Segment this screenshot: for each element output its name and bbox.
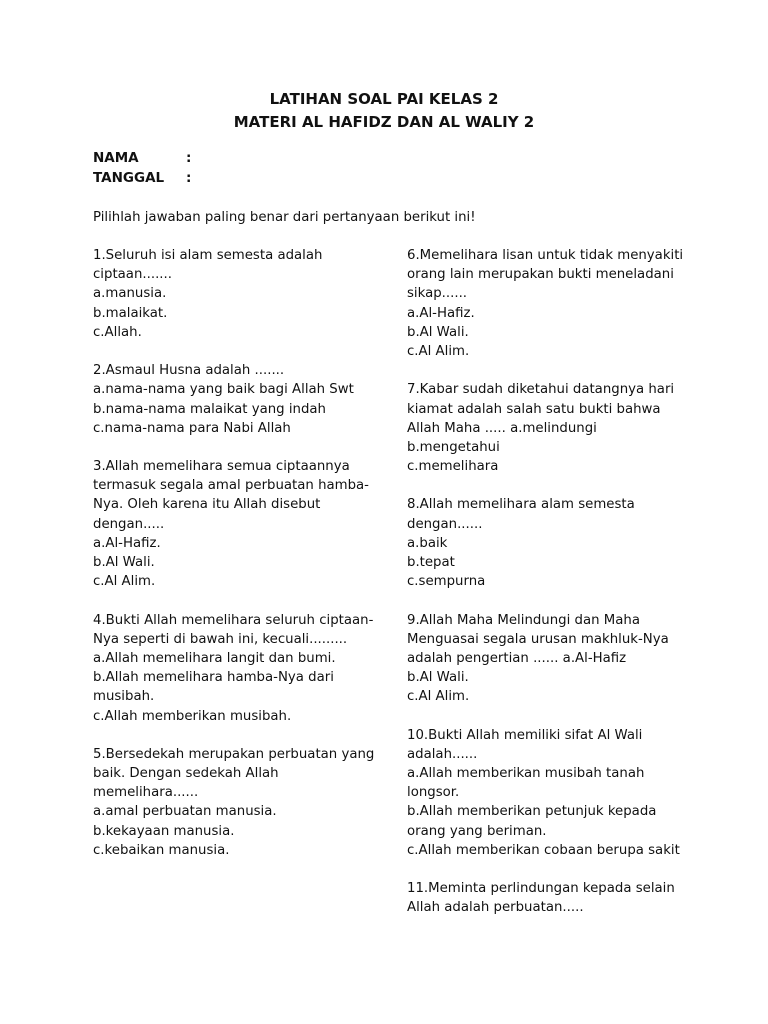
question-line: c.memelihara bbox=[407, 459, 499, 475]
name-field bbox=[93, 149, 191, 168]
question-line: b.Al Wali. bbox=[407, 324, 469, 340]
question-block bbox=[93, 361, 368, 438]
question-line: c.sempurna bbox=[407, 574, 486, 590]
name-colon: : bbox=[186, 150, 192, 166]
question-line: a.manusia. bbox=[93, 286, 167, 302]
date-field bbox=[93, 169, 191, 188]
question-block bbox=[93, 457, 368, 591]
question-line: a.Al-Hafiz. bbox=[407, 305, 475, 321]
question-line: b.Allah memelihara hamba-Nya dari bbox=[93, 670, 334, 686]
question-block bbox=[93, 246, 368, 342]
question-line: kiamat adalah salah satu bukti bahwa bbox=[407, 401, 661, 417]
question-line: adalah pengertian ...... a.Al-Hafiz bbox=[407, 650, 627, 666]
question-line: b.nama-nama malaikat yang indah bbox=[93, 401, 326, 417]
question-block bbox=[407, 246, 682, 361]
question-line: a.baik bbox=[407, 535, 448, 551]
question-line: c.Al Alim. bbox=[93, 574, 156, 590]
question-line: Menguasai segala urusan makhluk-Nya bbox=[407, 631, 669, 647]
document-subtitle: MATERI AL HAFIDZ DAN AL WALIY 2 bbox=[233, 113, 535, 131]
question-line: b.mengetahui bbox=[407, 439, 500, 455]
question-line: orang lain merupakan bukti meneladani bbox=[407, 267, 674, 283]
date-label: TANGGAL bbox=[93, 170, 165, 186]
question-text: 4.Bukti Allah memelihara seluruh ciptaan- bbox=[93, 612, 374, 628]
question-line: b.Al Wali. bbox=[93, 555, 155, 570]
question-line: c.kebaikan manusia. bbox=[93, 842, 230, 858]
question-line: sikap...... bbox=[407, 286, 468, 302]
question-line: c.Allah. bbox=[93, 324, 142, 340]
question-line: b.Al Wali. bbox=[407, 670, 469, 686]
question-text: 9.Allah Maha Melindungi dan Maha bbox=[407, 612, 640, 628]
question-block bbox=[407, 495, 682, 591]
name-label: NAMA bbox=[93, 150, 139, 166]
question-line: a.amal perbuatan manusia. bbox=[93, 804, 277, 820]
question-block bbox=[407, 879, 682, 917]
question-line: c.Al Alim. bbox=[407, 689, 470, 705]
question-line: termasuk segala amal perbuatan hamba- bbox=[93, 478, 369, 494]
question-line: c.nama-nama para Nabi Allah bbox=[93, 420, 291, 436]
instruction-text: Pilihlah jawaban paling benar dari pertanyaan berikut ini! bbox=[93, 210, 476, 225]
question-line: a.Allah memberikan musibah tanah bbox=[407, 766, 645, 782]
question-line: a.nama-nama yang baik bagi Allah Swt bbox=[93, 382, 354, 398]
question-text: 5.Bersedekah merupakan perbuatan yang bbox=[93, 746, 375, 762]
document-title: LATIHAN SOAL PAI KELAS 2 bbox=[269, 90, 499, 108]
question-block bbox=[93, 611, 374, 726]
question-block bbox=[407, 380, 682, 476]
question-line: a.Allah memelihara langit dan bumi. bbox=[93, 650, 336, 666]
question-text: 3.Allah memelihara semua ciptaannya bbox=[93, 459, 350, 475]
question-text: 10.Bukti Allah memiliki sifat Al Wali bbox=[407, 727, 643, 743]
right-question-column bbox=[407, 246, 682, 937]
question-line: dengan...... bbox=[407, 516, 483, 532]
question-line: adalah...... bbox=[407, 746, 478, 762]
left-question-column bbox=[93, 246, 375, 879]
question-line: ciptaan....... bbox=[93, 267, 172, 283]
question-line: b.tepat bbox=[407, 555, 455, 570]
question-text: 6.Memelihara lisan untuk tidak menyakiti bbox=[407, 248, 684, 263]
question-text: 8.Allah memelihara alam semesta bbox=[407, 497, 635, 513]
question-line: b.malaikat. bbox=[93, 305, 168, 321]
question-block bbox=[407, 726, 682, 860]
question-block bbox=[93, 745, 375, 860]
question-line: memelihara...... bbox=[93, 785, 199, 801]
question-line: Allah adalah perbuatan..... bbox=[407, 900, 584, 916]
question-block bbox=[407, 611, 682, 707]
question-line: dengan..... bbox=[93, 516, 165, 532]
question-line: baik. Dengan sedekah Allah bbox=[93, 766, 279, 782]
question-line: Nya. Oleh karena itu Allah disebut bbox=[93, 497, 321, 513]
question-line: Nya seperti di bawah ini, kecuali......... bbox=[93, 631, 348, 647]
question-text: 1.Seluruh isi alam semesta adalah bbox=[93, 248, 323, 263]
question-text: 7.Kabar sudah diketahui datangnya hari bbox=[407, 382, 675, 398]
question-line: a.Al-Hafiz. bbox=[93, 535, 161, 551]
question-line: longsor. bbox=[407, 785, 460, 801]
question-text: 2.Asmaul Husna adalah ....... bbox=[93, 363, 285, 379]
question-line: orang yang beriman. bbox=[407, 823, 547, 839]
question-line: Allah Maha ..... a.melindungi bbox=[407, 420, 597, 436]
question-line: b.kekayaan manusia. bbox=[93, 823, 235, 839]
question-line: c.Al Alim. bbox=[407, 343, 470, 359]
question-line: musibah. bbox=[93, 689, 155, 705]
date-colon: : bbox=[186, 170, 192, 186]
question-line: c.Allah memberikan cobaan berupa sakit bbox=[407, 842, 680, 858]
question-line: c.Allah memberikan musibah. bbox=[93, 708, 292, 724]
question-text: 11.Meminta perlindungan kepada selain bbox=[407, 881, 675, 897]
question-line: b.Allah memberikan petunjuk kepada bbox=[407, 804, 657, 820]
